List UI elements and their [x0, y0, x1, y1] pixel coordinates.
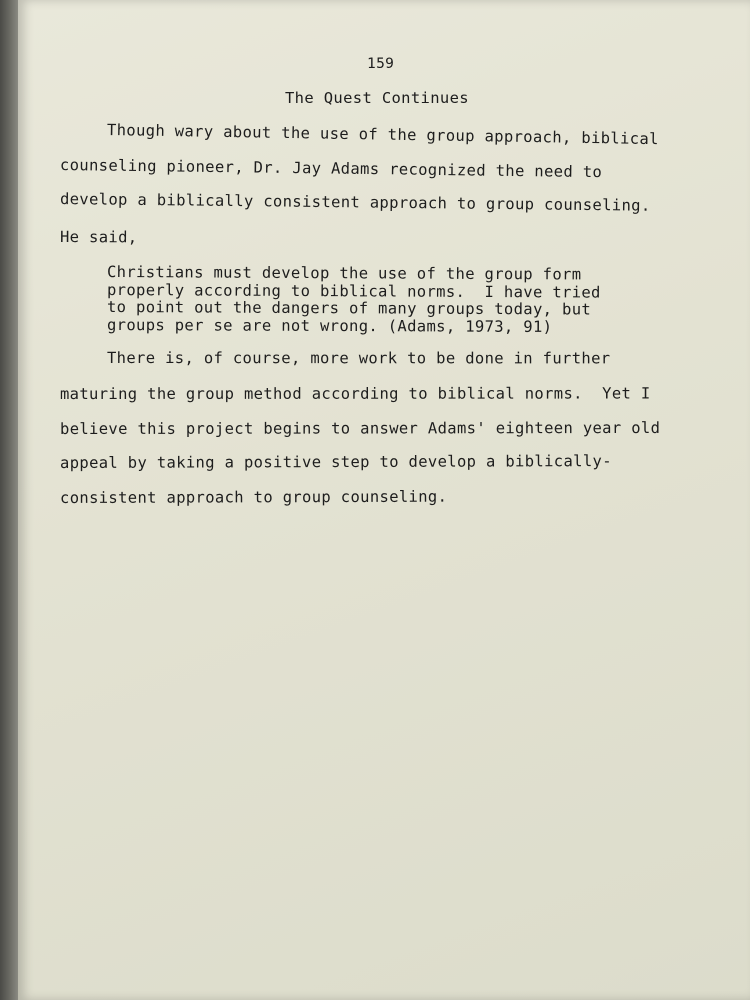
paragraph-2-line-4: appeal by taking a positive step to develop a biblically- [59, 452, 612, 472]
page-number: 159 [367, 56, 395, 72]
block-quote-line-1: Christians must develop the use of the group form [106, 263, 582, 284]
block-quote-line-3: to point out the dangers of many groups today, but [106, 298, 592, 319]
block-quote-line-4: groups per se are not wrong. (Adams, 1973, 91) [106, 316, 553, 336]
paragraph-1-line-2: counseling pioneer, Dr. Jay Adams recognized the need to [59, 156, 603, 182]
paragraph-1-line-3: develop a biblically consistent approach to group counseling. [59, 190, 651, 215]
section-heading: The Quest Continues [285, 89, 469, 107]
paragraph-2-line-1: There is, of course, more work to be done in further [106, 349, 611, 368]
paragraph-2-line-5: consistent approach to group counseling. [59, 487, 448, 507]
paragraph-1-line-1: Though wary about the use of the group approach, biblical [106, 121, 659, 149]
document-page [18, 0, 750, 1000]
book-binding-shadow [0, 0, 18, 1000]
paragraph-2-line-2: maturing the group method according to biblical norms. Yet I [59, 384, 651, 403]
paragraph-2-line-3: believe this project begins to answer Adams' eighteen year old [59, 418, 661, 438]
paragraph-1-line-4: He said, [59, 228, 138, 247]
block-quote-line-2: properly according to biblical norms. I have tried [106, 281, 601, 302]
